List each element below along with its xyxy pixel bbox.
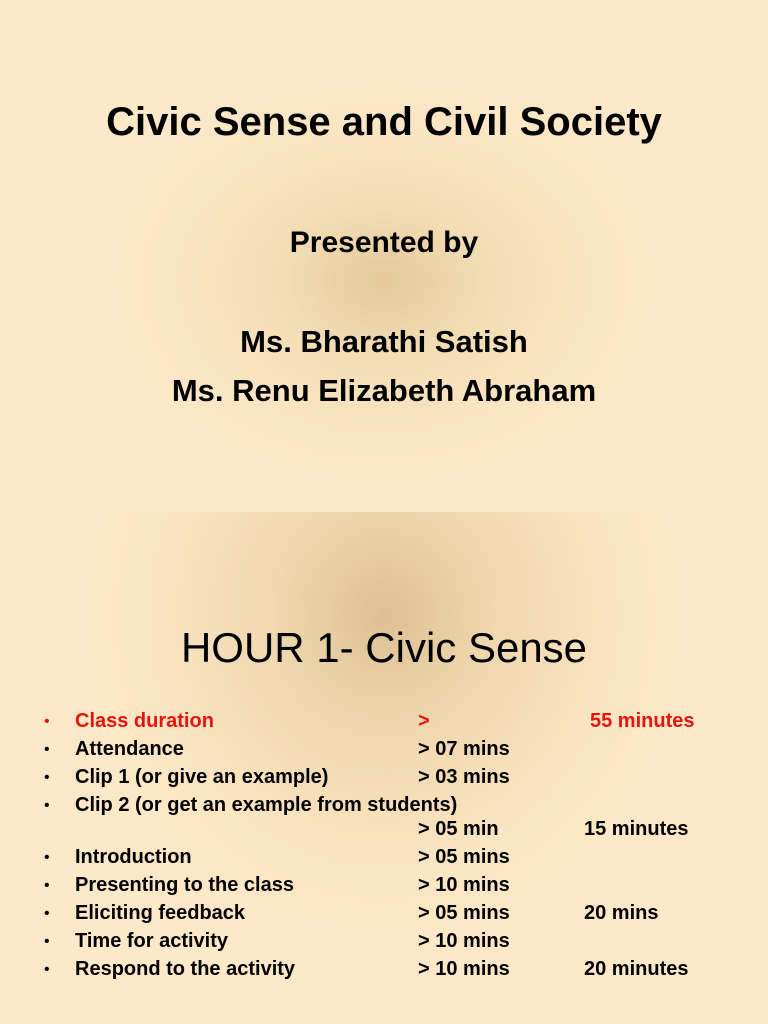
agenda-item-time-for-activity — [0, 930, 768, 958]
bullet-icon: • — [44, 769, 50, 786]
agenda-duration: > 10 mins — [418, 958, 510, 980]
bullet-icon: • — [44, 877, 50, 894]
agenda-duration: > 10 mins — [418, 930, 510, 952]
agenda-label: Attendance — [75, 738, 184, 760]
agenda-label: Eliciting feedback — [75, 902, 246, 924]
agenda-duration: > 07 mins — [418, 738, 510, 760]
agenda-list — [0, 710, 768, 986]
bullet-icon: • — [44, 849, 50, 866]
agenda-item-introduction — [0, 846, 768, 874]
agenda-item-eliciting-feedback — [0, 902, 768, 930]
agenda-item-attendance — [0, 738, 768, 766]
presented-by-label: Presented by — [289, 226, 479, 259]
agenda-item-clip-2 — [0, 794, 768, 818]
bullet-icon: • — [44, 961, 50, 978]
agenda-total: 20 mins — [584, 902, 659, 924]
agenda-item-class-duration — [0, 710, 768, 738]
agenda-item-presenting — [0, 874, 768, 902]
agenda-slide — [0, 512, 768, 1024]
hour-title: HOUR 1- Civic Sense — [180, 624, 588, 671]
bullet-icon: • — [44, 933, 50, 950]
agenda-total: 15 minutes — [584, 818, 689, 840]
agenda-label: Respond to the activity — [75, 958, 296, 980]
agenda-total: 55 minutes — [590, 710, 695, 732]
agenda-duration: > 05 min — [418, 818, 499, 840]
agenda-item-clip-2-timing — [0, 818, 768, 846]
agenda-label: Clip 2 (or get an example from students) — [75, 794, 458, 816]
agenda-duration: > 03 mins — [418, 766, 510, 788]
bullet-icon: • — [44, 741, 50, 758]
agenda-label: Class duration — [75, 710, 214, 732]
agenda-duration: > 05 mins — [418, 846, 510, 868]
bullet-icon: • — [44, 905, 50, 922]
agenda-total: 20 minutes — [584, 958, 689, 980]
agenda-item-clip-1 — [0, 766, 768, 794]
agenda-label: Time for activity — [75, 930, 229, 952]
presenter-name: Ms. Bharathi Satish — [240, 324, 528, 359]
agenda-duration: > 10 mins — [418, 874, 510, 896]
presentation-title: Civic Sense and Civil Society — [106, 100, 662, 144]
bullet-icon: • — [44, 713, 50, 730]
agenda-duration: > 05 mins — [418, 902, 510, 924]
agenda-duration: > — [418, 710, 430, 732]
agenda-label: Introduction — [75, 846, 192, 868]
presenter-name: Ms. Renu Elizabeth Abraham — [171, 373, 597, 408]
agenda-item-respond-to-activity — [0, 958, 768, 986]
bullet-icon: • — [44, 797, 50, 814]
agenda-label: Presenting to the class — [75, 874, 294, 896]
agenda-label: Clip 1 (or give an example) — [75, 766, 329, 788]
